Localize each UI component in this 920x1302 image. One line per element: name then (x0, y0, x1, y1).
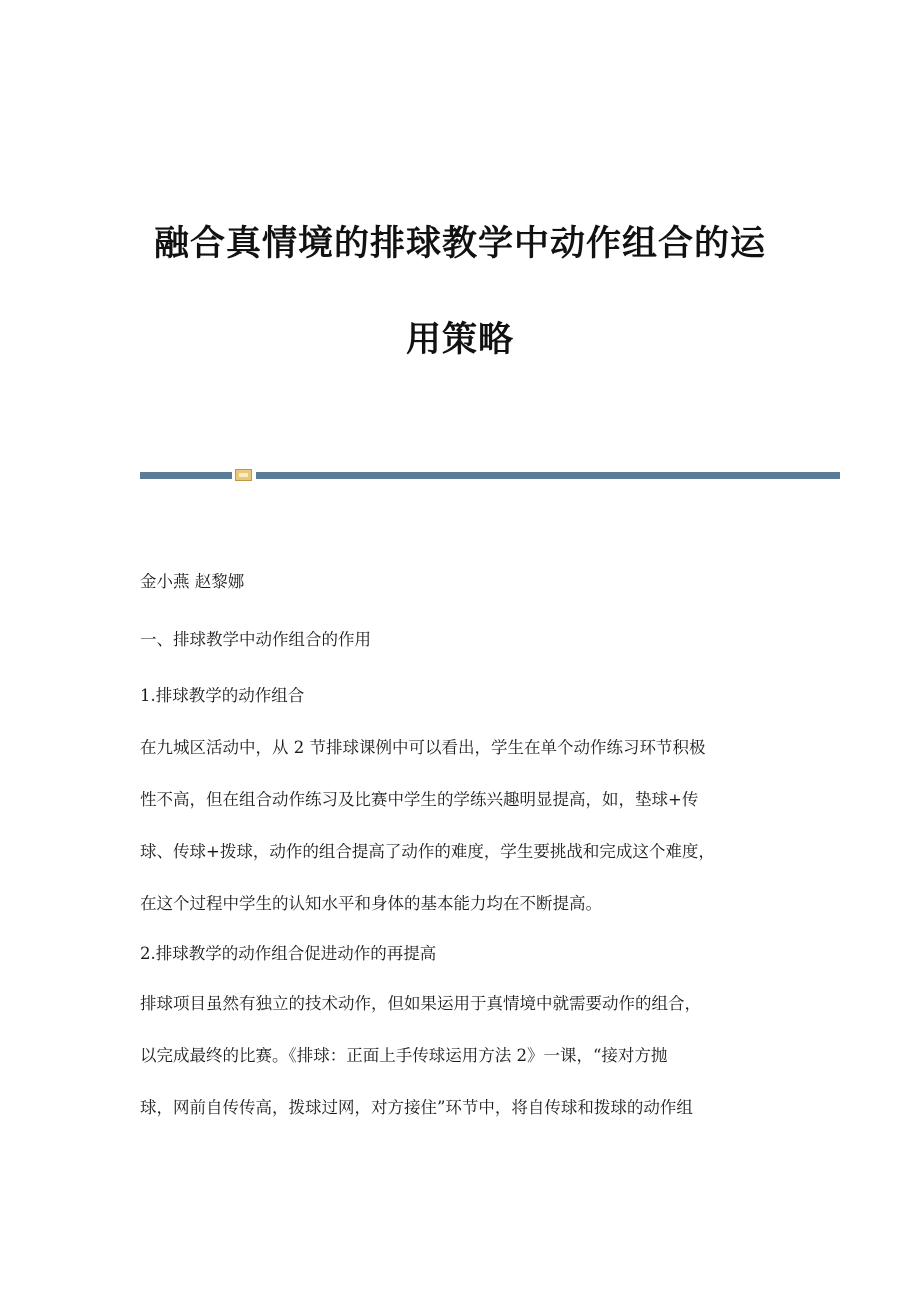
paragraph-line: 性不高，但在组合动作练习及比赛中学生的学练兴趣明显提高，如，垫球+传 (140, 790, 699, 809)
section-heading-1: 一、排球教学中动作组合的作用 (140, 630, 371, 649)
paragraph-line: 排球项目虽然有独立的技术动作，但如果运用于真情境中就需要动作的组合， (140, 994, 701, 1013)
divider-bar-right (256, 472, 840, 479)
subsection-heading-1: 1.排球教学的动作组合 (140, 686, 305, 705)
paragraph-line: 在九城区活动中，从 2 节排球课例中可以看出，学生在单个动作练习环节积极 (140, 738, 706, 757)
subsection-heading-2: 2.排球教学的动作组合促进动作的再提高 (140, 944, 437, 963)
paragraph-1 (140, 738, 780, 946)
paragraph-line: 在这个过程中学生的认知水平和身体的基本能力均在不断提高。 (140, 894, 602, 913)
document-title-line-2: 用策略 (405, 320, 514, 360)
divider-bar-left (140, 472, 232, 479)
paragraph-2 (140, 994, 780, 1150)
divider-ornament-icon (235, 469, 252, 481)
document-title-line-1: 融合真情境的排球教学中动作组合的运 (153, 224, 766, 264)
paragraph-line: 以完成最终的比赛。《排球：正面上手传球运用方法 2》一课，“接对方抛 (140, 1046, 668, 1065)
paragraph-line: 球，网前自传传高，拨球过网，对方接住”环节中，将自传球和拨球的动作组 (140, 1098, 693, 1117)
title-divider (140, 468, 840, 482)
author-line: 金小燕 赵黎娜 (140, 572, 245, 591)
paragraph-line: 球、传球+拨球，动作的组合提高了动作的难度，学生要挑战和完成这个难度， (140, 842, 715, 861)
